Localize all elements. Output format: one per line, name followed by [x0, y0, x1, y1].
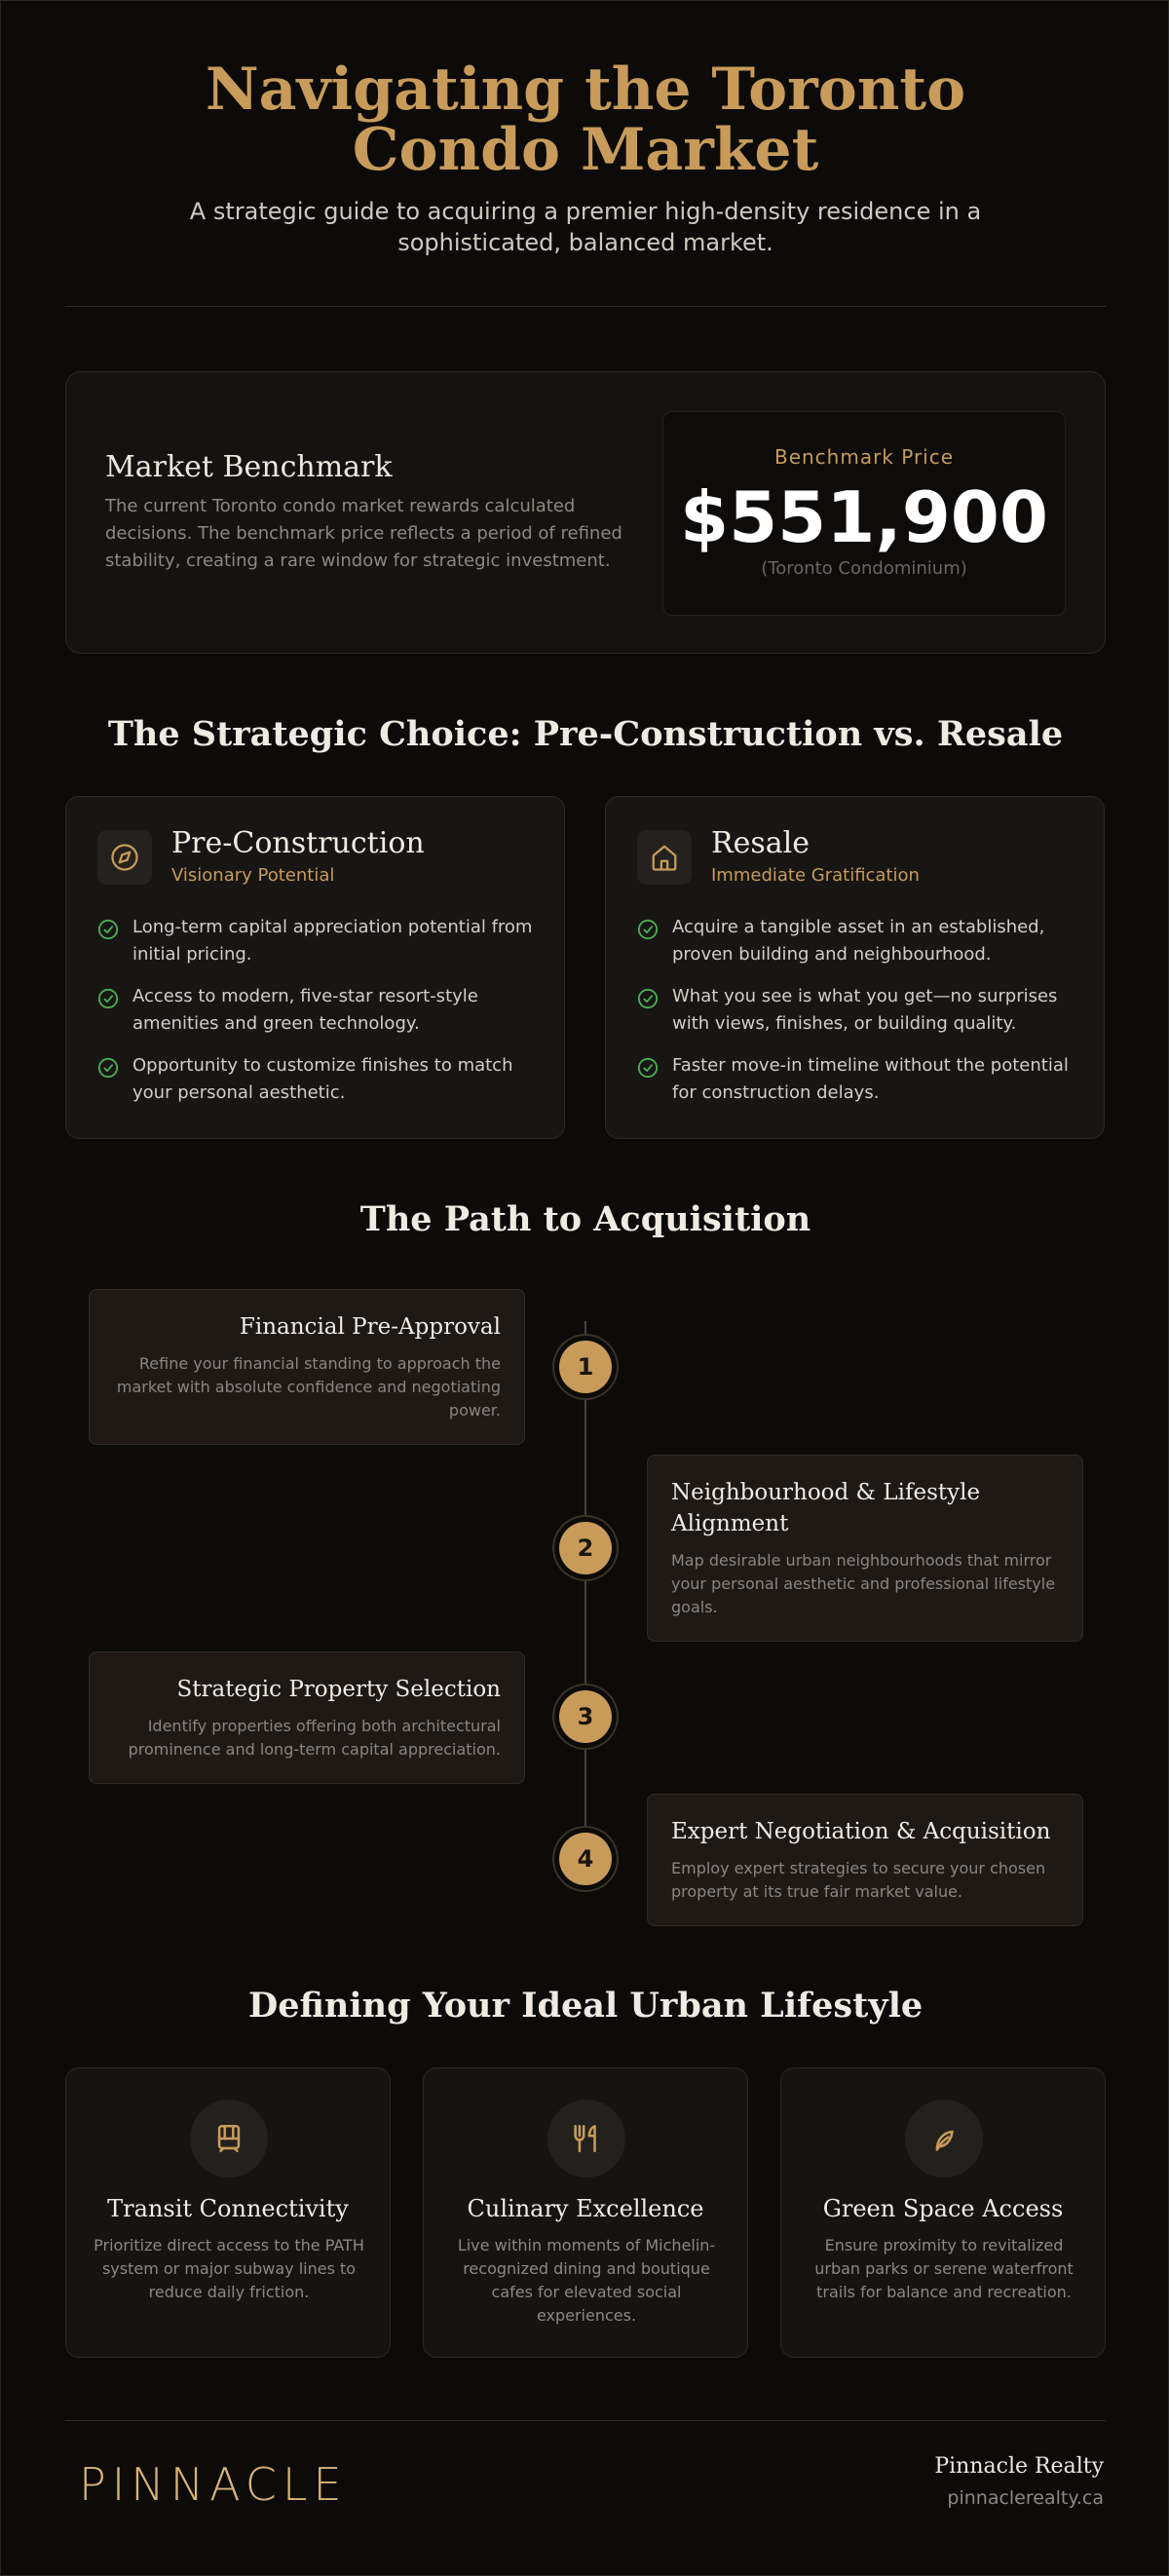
page-title: Navigating the Toronto Condo Market [205, 56, 966, 184]
utensils-icon [547, 2100, 625, 2178]
compass-icon [97, 830, 152, 885]
step-description: Map desirable urban neighbourhoods that mirror your personal aesthetic and professional lifestyle goals. [671, 1551, 1056, 1616]
transit-icon [190, 2100, 268, 2178]
list-item [637, 983, 1085, 1038]
benchmark-title: Market Benchmark [105, 450, 393, 484]
step-number-1: 1 [559, 1341, 612, 1393]
benefit-text: What you see is what you get—no surprises with views, finishes, or building quality. [672, 986, 1058, 1034]
pre-construction-card [65, 796, 565, 1139]
header-divider [65, 306, 1106, 307]
pinnacle-logo: PINNACLE [79, 2458, 348, 2511]
lifestyle-section-title: Defining Your Ideal Urban Lifestyle [247, 1986, 924, 2026]
transit-description: Prioritize direct access to the PATH system or major subway lines to reduce daily friction. [94, 2236, 364, 2301]
step-card-3 [89, 1651, 525, 1784]
footer-divider [65, 2420, 1106, 2421]
step-description: Refine your financial standing to approach the market with absolute confidence and negotiating power. [116, 1354, 501, 1420]
pre-construction-title: Pre-Construction [171, 826, 425, 860]
brand-name: Pinnacle Realty [934, 2454, 1104, 2479]
step-description: Identify properties offering both architectural prominence and long-term capital appreciation. [128, 1717, 501, 1759]
benchmark-description: The current Toronto condo market rewards calculated decisions. The benchmark price reflects a period of refined stability, creating a rare window for strategic investment. [105, 496, 622, 571]
green-space-title: Green Space Access [822, 2195, 1064, 2222]
green-space-card [780, 2067, 1106, 2358]
step-number-3: 3 [559, 1690, 612, 1743]
timeline-line [584, 1321, 586, 1862]
benchmark-price-note: (Toronto Condominium) [761, 558, 967, 579]
leaf-icon [905, 2100, 983, 2178]
list-item [97, 983, 546, 1038]
benchmark-price-box [662, 411, 1066, 616]
benefit-text: Opportunity to customize finishes to match your personal aesthetic. [132, 1055, 513, 1103]
check-circle-icon [637, 919, 659, 940]
page-subtitle: A strategic guide to acquiring a premier high-density residence in a sophisticated, balanced market. [189, 198, 982, 256]
step-title: Expert Negotiation & Acquisition [671, 1819, 1051, 1844]
pre-construction-benefits [97, 914, 546, 1121]
pre-construction-subtitle: Visionary Potential [171, 865, 335, 886]
resale-benefits [637, 914, 1085, 1121]
culinary-card [423, 2067, 748, 2358]
benefit-text: Long-term capital appreciation potential from initial pricing. [132, 917, 533, 965]
choice-section-title: The Strategic Choice: Pre-Construction vs. Resale [107, 714, 1064, 754]
check-circle-icon [97, 1057, 119, 1079]
list-item [97, 1052, 546, 1107]
check-circle-icon [97, 919, 119, 940]
step-number-2: 2 [559, 1522, 612, 1574]
brand-website-link[interactable]: pinnaclerealty.ca [947, 2487, 1104, 2509]
path-section-title: The Path to Acquisition [359, 1199, 811, 1239]
benchmark-price-label: Benchmark Price [773, 445, 955, 469]
green-space-description: Ensure proximity to revitalized urban parks or serene waterfront trails for balance and recreation. [814, 2236, 1074, 2301]
benefit-text: Access to modern, five-star resort-style amenities and green technology. [132, 986, 478, 1034]
check-circle-icon [97, 988, 119, 1009]
resale-subtitle: Immediate Gratification [711, 865, 920, 886]
resale-title: Resale [711, 826, 810, 860]
benefit-text: Faster move-in timeline without the potential for construction delays. [672, 1055, 1069, 1103]
culinary-title: Culinary Excellence [467, 2195, 704, 2222]
benefit-text: Acquire a tangible asset in an established, proven building and neighbourhood. [672, 917, 1045, 965]
step-title: Financial Pre-Approval [239, 1314, 501, 1340]
step-card-2 [647, 1455, 1083, 1642]
check-circle-icon [637, 988, 659, 1009]
list-item [637, 914, 1085, 968]
benchmark-price-value: $551,900 [679, 476, 1049, 558]
step-number-4: 4 [559, 1833, 612, 1885]
list-item [637, 1052, 1085, 1107]
culinary-description: Live within moments of Michelin-recognized dining and boutique cafes for elevated social experiences. [457, 2236, 716, 2325]
home-icon [637, 830, 692, 885]
step-card-1 [89, 1289, 525, 1445]
check-circle-icon [637, 1057, 659, 1079]
transit-title: Transit Connectivity [107, 2195, 349, 2222]
market-benchmark-card [65, 371, 1106, 654]
step-title: Neighbourhood & Lifestyle Alignment [671, 1480, 981, 1536]
resale-card [605, 796, 1105, 1139]
step-card-4 [647, 1794, 1083, 1926]
step-title: Strategic Property Selection [176, 1677, 501, 1702]
list-item [97, 914, 546, 968]
transit-card [65, 2067, 391, 2358]
step-description: Employ expert strategies to secure your chosen property at its true fair market value. [671, 1859, 1046, 1901]
